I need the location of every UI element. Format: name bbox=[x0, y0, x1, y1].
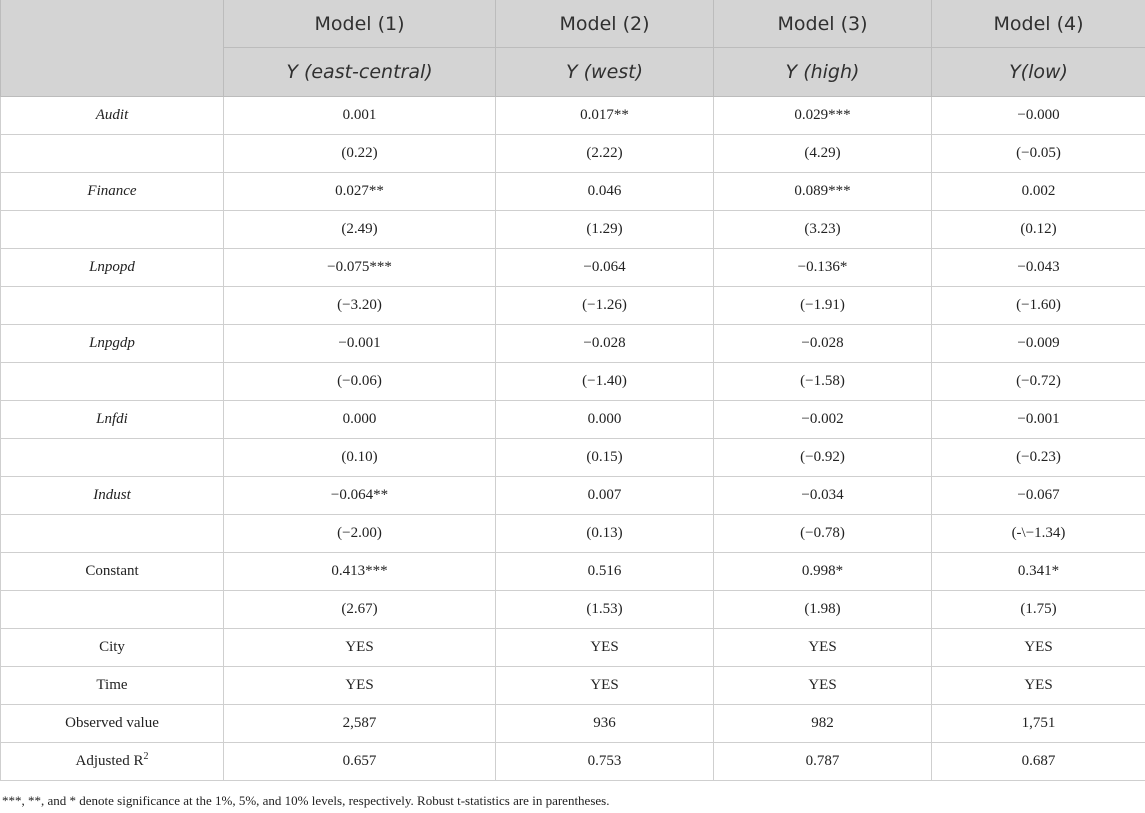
table-cell: YES bbox=[496, 667, 714, 705]
table-cell: (−1.91) bbox=[714, 287, 932, 325]
table-cell: 0.753 bbox=[496, 743, 714, 781]
table-cell: 0.516 bbox=[496, 553, 714, 591]
table-cell: (-\−1.34) bbox=[932, 515, 1145, 553]
table-row bbox=[1, 97, 1145, 135]
table-cell: −0.075*** bbox=[224, 249, 496, 287]
table-cell: (−1.60) bbox=[932, 287, 1145, 325]
table-cell: (1.29) bbox=[496, 211, 714, 249]
table-cell: 936 bbox=[496, 705, 714, 743]
table-cell: (−0.72) bbox=[932, 363, 1145, 401]
table-cell: −0.064** bbox=[224, 477, 496, 515]
table-cell: −0.043 bbox=[932, 249, 1145, 287]
table-cell: 0.007 bbox=[496, 477, 714, 515]
table-cell: (1.75) bbox=[932, 591, 1145, 629]
table-cell: (−3.20) bbox=[224, 287, 496, 325]
row-label: Constant bbox=[1, 553, 224, 591]
table-cell: 0.017** bbox=[496, 97, 714, 135]
table-cell: 2,587 bbox=[224, 705, 496, 743]
table-cell: −0.000 bbox=[932, 97, 1145, 135]
header-model: Model (3) bbox=[714, 0, 932, 48]
row-label: Observed value bbox=[1, 705, 224, 743]
table-cell: −0.001 bbox=[932, 401, 1145, 439]
table-row bbox=[1, 439, 1145, 477]
row-label bbox=[1, 439, 224, 477]
table-cell: 0.687 bbox=[932, 743, 1145, 781]
row-label bbox=[1, 515, 224, 553]
table-cell: (−0.23) bbox=[932, 439, 1145, 477]
table-cell: 1,751 bbox=[932, 705, 1145, 743]
table-cell: (−0.92) bbox=[714, 439, 932, 477]
table-cell: 0.413*** bbox=[224, 553, 496, 591]
table-cell: 0.027** bbox=[224, 173, 496, 211]
header-row-models bbox=[1, 0, 1145, 48]
table-cell: (−0.05) bbox=[932, 135, 1145, 173]
table-cell: (−1.26) bbox=[496, 287, 714, 325]
table-cell: 0.998* bbox=[714, 553, 932, 591]
row-label: Time bbox=[1, 667, 224, 705]
table-row bbox=[1, 553, 1145, 591]
table-cell: (2.67) bbox=[224, 591, 496, 629]
header-dependent: Y (west) bbox=[496, 48, 714, 97]
table-body bbox=[1, 97, 1145, 781]
row-label bbox=[1, 287, 224, 325]
table-cell: (−2.00) bbox=[224, 515, 496, 553]
table-cell: 0.001 bbox=[224, 97, 496, 135]
table-cell: −0.028 bbox=[496, 325, 714, 363]
row-label: Lnpopd bbox=[1, 249, 224, 287]
table-row bbox=[1, 629, 1145, 667]
table-cell: (−0.78) bbox=[714, 515, 932, 553]
table-cell: −0.067 bbox=[932, 477, 1145, 515]
table-cell: (4.29) bbox=[714, 135, 932, 173]
row-label bbox=[1, 211, 224, 249]
table-cell: 0.000 bbox=[496, 401, 714, 439]
row-label: Lnfdi bbox=[1, 401, 224, 439]
table-row bbox=[1, 325, 1145, 363]
table-cell: (3.23) bbox=[714, 211, 932, 249]
table-cell: −0.064 bbox=[496, 249, 714, 287]
table-cell: 0.046 bbox=[496, 173, 714, 211]
row-label bbox=[1, 591, 224, 629]
table-cell: −0.009 bbox=[932, 325, 1145, 363]
table-cell: YES bbox=[496, 629, 714, 667]
table-row bbox=[1, 249, 1145, 287]
table-row bbox=[1, 363, 1145, 401]
table-cell: (−0.06) bbox=[224, 363, 496, 401]
row-label bbox=[1, 363, 224, 401]
header-dependent: Y (high) bbox=[714, 48, 932, 97]
table-row bbox=[1, 705, 1145, 743]
table-cell: YES bbox=[714, 629, 932, 667]
table-row bbox=[1, 287, 1145, 325]
header-model: Model (1) bbox=[224, 0, 496, 48]
table-cell: −0.136* bbox=[714, 249, 932, 287]
row-label: Finance bbox=[1, 173, 224, 211]
header-corner bbox=[1, 0, 224, 97]
table-cell: (0.13) bbox=[496, 515, 714, 553]
table-cell: −0.028 bbox=[714, 325, 932, 363]
table-cell: (2.22) bbox=[496, 135, 714, 173]
table-cell: 0.787 bbox=[714, 743, 932, 781]
table-cell: 982 bbox=[714, 705, 932, 743]
row-label: City bbox=[1, 629, 224, 667]
table-cell: (0.15) bbox=[496, 439, 714, 477]
table-cell: −0.001 bbox=[224, 325, 496, 363]
table-cell: (2.49) bbox=[224, 211, 496, 249]
table-row bbox=[1, 591, 1145, 629]
table-cell: 0.029*** bbox=[714, 97, 932, 135]
table-row bbox=[1, 515, 1145, 553]
row-label: Indust bbox=[1, 477, 224, 515]
table-row bbox=[1, 401, 1145, 439]
table-cell: 0.002 bbox=[932, 173, 1145, 211]
header-model: Model (2) bbox=[496, 0, 714, 48]
table-cell: 0.089*** bbox=[714, 173, 932, 211]
table-cell: (−1.40) bbox=[496, 363, 714, 401]
table-cell: YES bbox=[714, 667, 932, 705]
table-cell: 0.341* bbox=[932, 553, 1145, 591]
table-cell: −0.002 bbox=[714, 401, 932, 439]
row-label: Lnpgdp bbox=[1, 325, 224, 363]
row-label: Audit bbox=[1, 97, 224, 135]
table-cell: YES bbox=[224, 629, 496, 667]
table-row bbox=[1, 667, 1145, 705]
table-footnote: ***, **, and * denote significance at the 1%, 5%, and 10% levels, respectively. Robust t-statistics are in parentheses. bbox=[2, 793, 610, 808]
table-cell: YES bbox=[932, 667, 1145, 705]
table-cell: (1.98) bbox=[714, 591, 932, 629]
table-cell: (0.10) bbox=[224, 439, 496, 477]
table-cell: −0.034 bbox=[714, 477, 932, 515]
table-cell: (1.53) bbox=[496, 591, 714, 629]
table-row bbox=[1, 173, 1145, 211]
table-cell: YES bbox=[932, 629, 1145, 667]
table-cell: 0.657 bbox=[224, 743, 496, 781]
table-row bbox=[1, 743, 1145, 781]
table-cell: (−1.58) bbox=[714, 363, 932, 401]
table-row bbox=[1, 477, 1145, 515]
table-row bbox=[1, 211, 1145, 249]
header-dependent: Y (east-central) bbox=[224, 48, 496, 97]
table-cell: (0.12) bbox=[932, 211, 1145, 249]
header-model: Model (4) bbox=[932, 0, 1145, 48]
table-cell: 0.000 bbox=[224, 401, 496, 439]
header-dependent: Y(low) bbox=[932, 48, 1145, 97]
row-label bbox=[1, 135, 224, 173]
table-cell: YES bbox=[224, 667, 496, 705]
table-row bbox=[1, 135, 1145, 173]
row-label: Adjusted $R^2$ bbox=[1, 743, 224, 781]
table-cell: (0.22) bbox=[224, 135, 496, 173]
